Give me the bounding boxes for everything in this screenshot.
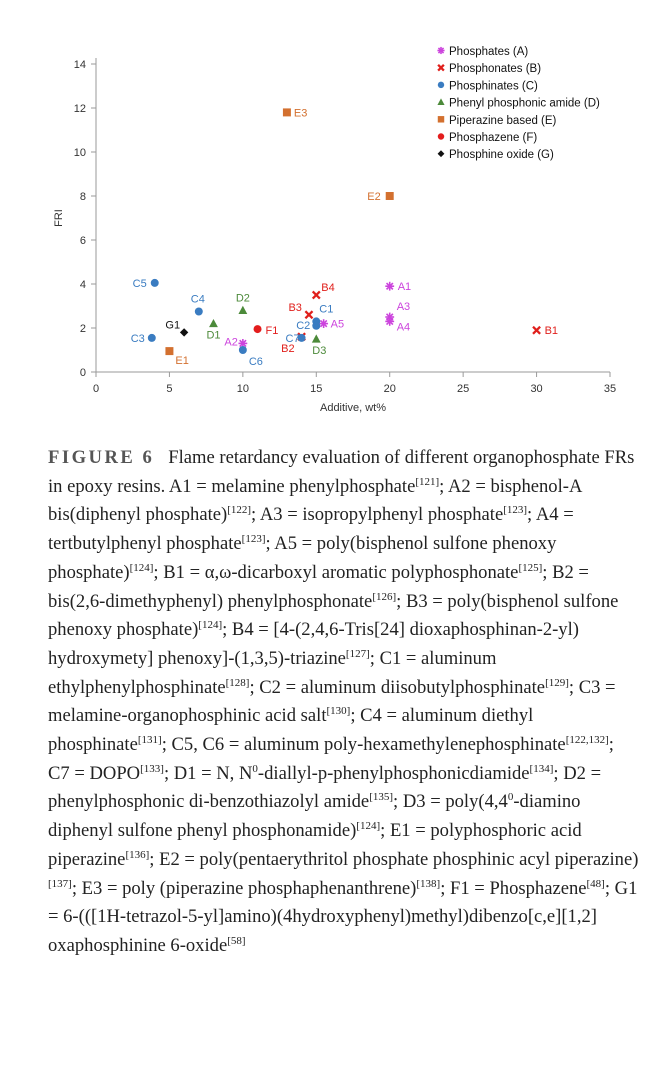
caption-text: ; E3 = poly (piperazine phosphaphenanthrene) [71, 877, 417, 899]
data-point [239, 346, 247, 354]
point-label: A5 [330, 318, 345, 331]
legend-marker [437, 47, 444, 54]
caption-reference: [121] [415, 475, 440, 488]
data-point [533, 327, 540, 334]
data-point [283, 108, 291, 116]
x-tick-label: 30 [530, 383, 543, 395]
point-label: B4 [321, 282, 335, 294]
data-point [195, 308, 203, 316]
caption-reference: [135] [369, 791, 394, 804]
point-label: C5 [132, 277, 147, 290]
caption-reference: [48] [586, 877, 605, 890]
data-point [209, 319, 218, 327]
caption-text: -diallyl-p-phenylphosphonicdiamide [257, 762, 530, 784]
point-label: D1 [206, 329, 221, 342]
caption-text: ; E2 = poly(pentaerythritol phosphate phosphinic acyl piperazine) [149, 848, 639, 870]
caption-reference: [124] [129, 561, 154, 574]
legend-entry: Piperazine based (E) [449, 114, 557, 127]
caption-reference: [127] [345, 647, 370, 660]
caption-reference: 0 [507, 791, 514, 804]
legend-marker [438, 65, 444, 71]
legend-marker [438, 116, 444, 122]
point-label: A4 [396, 321, 411, 334]
legend-marker [438, 82, 444, 88]
data-point [313, 291, 320, 298]
point-label: B3 [288, 301, 302, 314]
x-tick-label: 10 [236, 383, 249, 395]
caption-reference: [126] [372, 590, 397, 603]
caption-text: ; C5, C6 = aluminum poly-hexamethylenephosphinate [161, 734, 566, 756]
data-point [238, 306, 247, 314]
caption-reference: [125] [518, 561, 543, 574]
data-point [151, 279, 159, 287]
caption-reference: [128] [225, 676, 250, 689]
data-point [305, 311, 312, 318]
chart-marks [131, 107, 558, 368]
caption-body [48, 447, 638, 956]
caption-text: ; E1 = polyphosphoric acid piperazine [48, 820, 582, 870]
legend-marker [437, 98, 444, 105]
caption-reference: [122] [227, 504, 252, 517]
point-label: C1 [319, 303, 334, 316]
caption-reference: [123] [241, 533, 266, 546]
point-label: C3 [130, 332, 145, 345]
data-point [385, 282, 394, 291]
x-tick-label: 35 [603, 383, 617, 395]
point-label: B2 [281, 342, 295, 355]
chart-svg [0, 0, 657, 430]
data-point [386, 192, 394, 200]
data-point [312, 322, 320, 330]
caption-text: ; A3 = isopropylphenyl phosphate [251, 504, 504, 526]
figure-label: FIGURE 6 [48, 447, 155, 468]
point-label: A2 [224, 336, 238, 349]
y-tick-label: 8 [79, 191, 86, 203]
caption-text: ; C2 = aluminum diisobutylphosphinate [249, 676, 546, 698]
legend-entry: Phosphonates (B) [449, 63, 542, 76]
legend-entry: Phenyl phosphonic amide (D) [449, 97, 600, 110]
caption-reference: [129] [545, 676, 569, 689]
caption-text: ; A4 = tertbutylphenyl phosphate [48, 504, 574, 555]
data-point [180, 328, 188, 336]
y-tick-label: 14 [73, 59, 86, 71]
legend-entry: Phosphine oxide (G) [449, 149, 554, 162]
caption-text: ; C3 = melamine-organophosphinic acid salt [48, 676, 616, 727]
point-label: F1 [265, 325, 279, 338]
y-tick-label: 2 [79, 323, 86, 335]
x-axis-label: Additive, wt% [319, 402, 387, 414]
point-label: E2 [367, 191, 381, 203]
x-tick-label: 5 [166, 383, 173, 395]
scatter-chart [0, 0, 657, 430]
data-point [165, 347, 173, 355]
caption-text: Flame retardancy evaluation of different organophosphate FRs in epoxy resins. A1 = melamine phenylphosphate [48, 447, 635, 497]
legend-entry: Phosphazene (F) [449, 132, 538, 144]
caption-text: ; B3 = poly(bisphenol sulfone phenoxy phosphate) [48, 590, 619, 641]
x-tick-label: 25 [457, 383, 470, 395]
y-tick-label: 4 [79, 279, 86, 291]
legend-marker [438, 150, 445, 157]
caption-text: ; B4 = [4-(2,4,6-Tris[24] dioxaphosphinan-2-yl) hydroxymety] phenoxy]-(1,3,5)-triazine [48, 619, 579, 669]
data-point [319, 319, 328, 328]
x-tick-label: 15 [310, 383, 323, 395]
x-tick-label: 20 [383, 383, 396, 395]
data-point [254, 325, 262, 333]
legend-marker [438, 133, 444, 139]
y-tick-label: 10 [73, 147, 86, 159]
caption-text: ; D3 = poly(4,4 [393, 791, 508, 813]
point-label: C6 [248, 356, 263, 368]
caption-text: ; C1 = aluminum ethylphenylphosphinate [48, 647, 497, 698]
chart-legend [437, 46, 600, 161]
data-point [385, 317, 394, 326]
caption-reference: [137] [48, 877, 72, 890]
y-axis-label: FRI [53, 209, 65, 227]
y-tick-label: 6 [79, 235, 86, 247]
caption-text: ; C7 = DOPO [48, 734, 614, 784]
figure-caption [48, 444, 640, 961]
caption-reference: [122,132] [565, 734, 609, 747]
caption-text: ; B2 = bis(2,6-dimethyphenyl) phenylphosphonate [48, 561, 589, 612]
caption-text: ; G1 = 6-(([1H-tetrazol-5-yl]amino)(4hydroxyphenyl)methyl)dibenzo[c,e][1,2] oxaphosphinine 6-oxide [48, 877, 638, 956]
point-label: C2 [296, 319, 311, 332]
point-label: A3 [396, 301, 411, 313]
caption-text: ; A5 = poly(bisphenol sulfone phenoxy phosphate) [48, 533, 557, 583]
caption-reference: [136] [125, 848, 150, 861]
y-tick-label: 0 [79, 367, 86, 379]
caption-text: ; C4 = aluminum diethyl phosphinate [48, 705, 534, 756]
caption-reference: [124] [198, 619, 223, 632]
point-label: B1 [544, 325, 559, 338]
caption-text: ; A2 = bisphenol-A bis(diphenyl phosphate) [48, 475, 582, 526]
point-label: C7 [285, 332, 300, 345]
point-label: G1 [165, 319, 181, 332]
legend-entry: Phosphates (A) [449, 46, 529, 58]
caption-reference: [123] [503, 504, 528, 517]
caption-reference: [138] [416, 877, 441, 890]
caption-reference: 0 [252, 762, 258, 775]
caption-text: ; B1 = α,ω-dicarboxyl aromatic polyphosphonate [153, 561, 519, 583]
caption-reference: [124] [356, 820, 381, 833]
caption-reference: [130] [326, 705, 351, 718]
caption-reference: [133] [140, 762, 164, 775]
point-label: A1 [397, 281, 412, 294]
data-point [148, 334, 156, 342]
caption-text: ; D2 = phenylphosphonic di-benzothiazolyl amide [48, 762, 602, 813]
chart-axes [53, 58, 616, 414]
caption-reference: [58] [227, 934, 246, 947]
caption-reference: [134] [529, 762, 554, 775]
point-label: D2 [235, 292, 250, 305]
y-tick-label: 12 [73, 103, 86, 115]
point-label: C4 [190, 293, 205, 306]
point-label: E1 [175, 355, 189, 368]
caption-text: -diamino diphenyl sulfone phenyl phosphonamide) [48, 791, 581, 842]
point-label: E3 [293, 107, 308, 120]
x-tick-label: 0 [92, 383, 100, 395]
caption-text: ; F1 = Phosphazene [440, 877, 587, 899]
data-point [312, 334, 321, 342]
caption-reference: [131] [137, 734, 162, 747]
legend-entry: Phosphinates (C) [449, 80, 538, 93]
point-label: D3 [312, 345, 327, 357]
caption-text: ; D1 = N, N [163, 762, 253, 784]
